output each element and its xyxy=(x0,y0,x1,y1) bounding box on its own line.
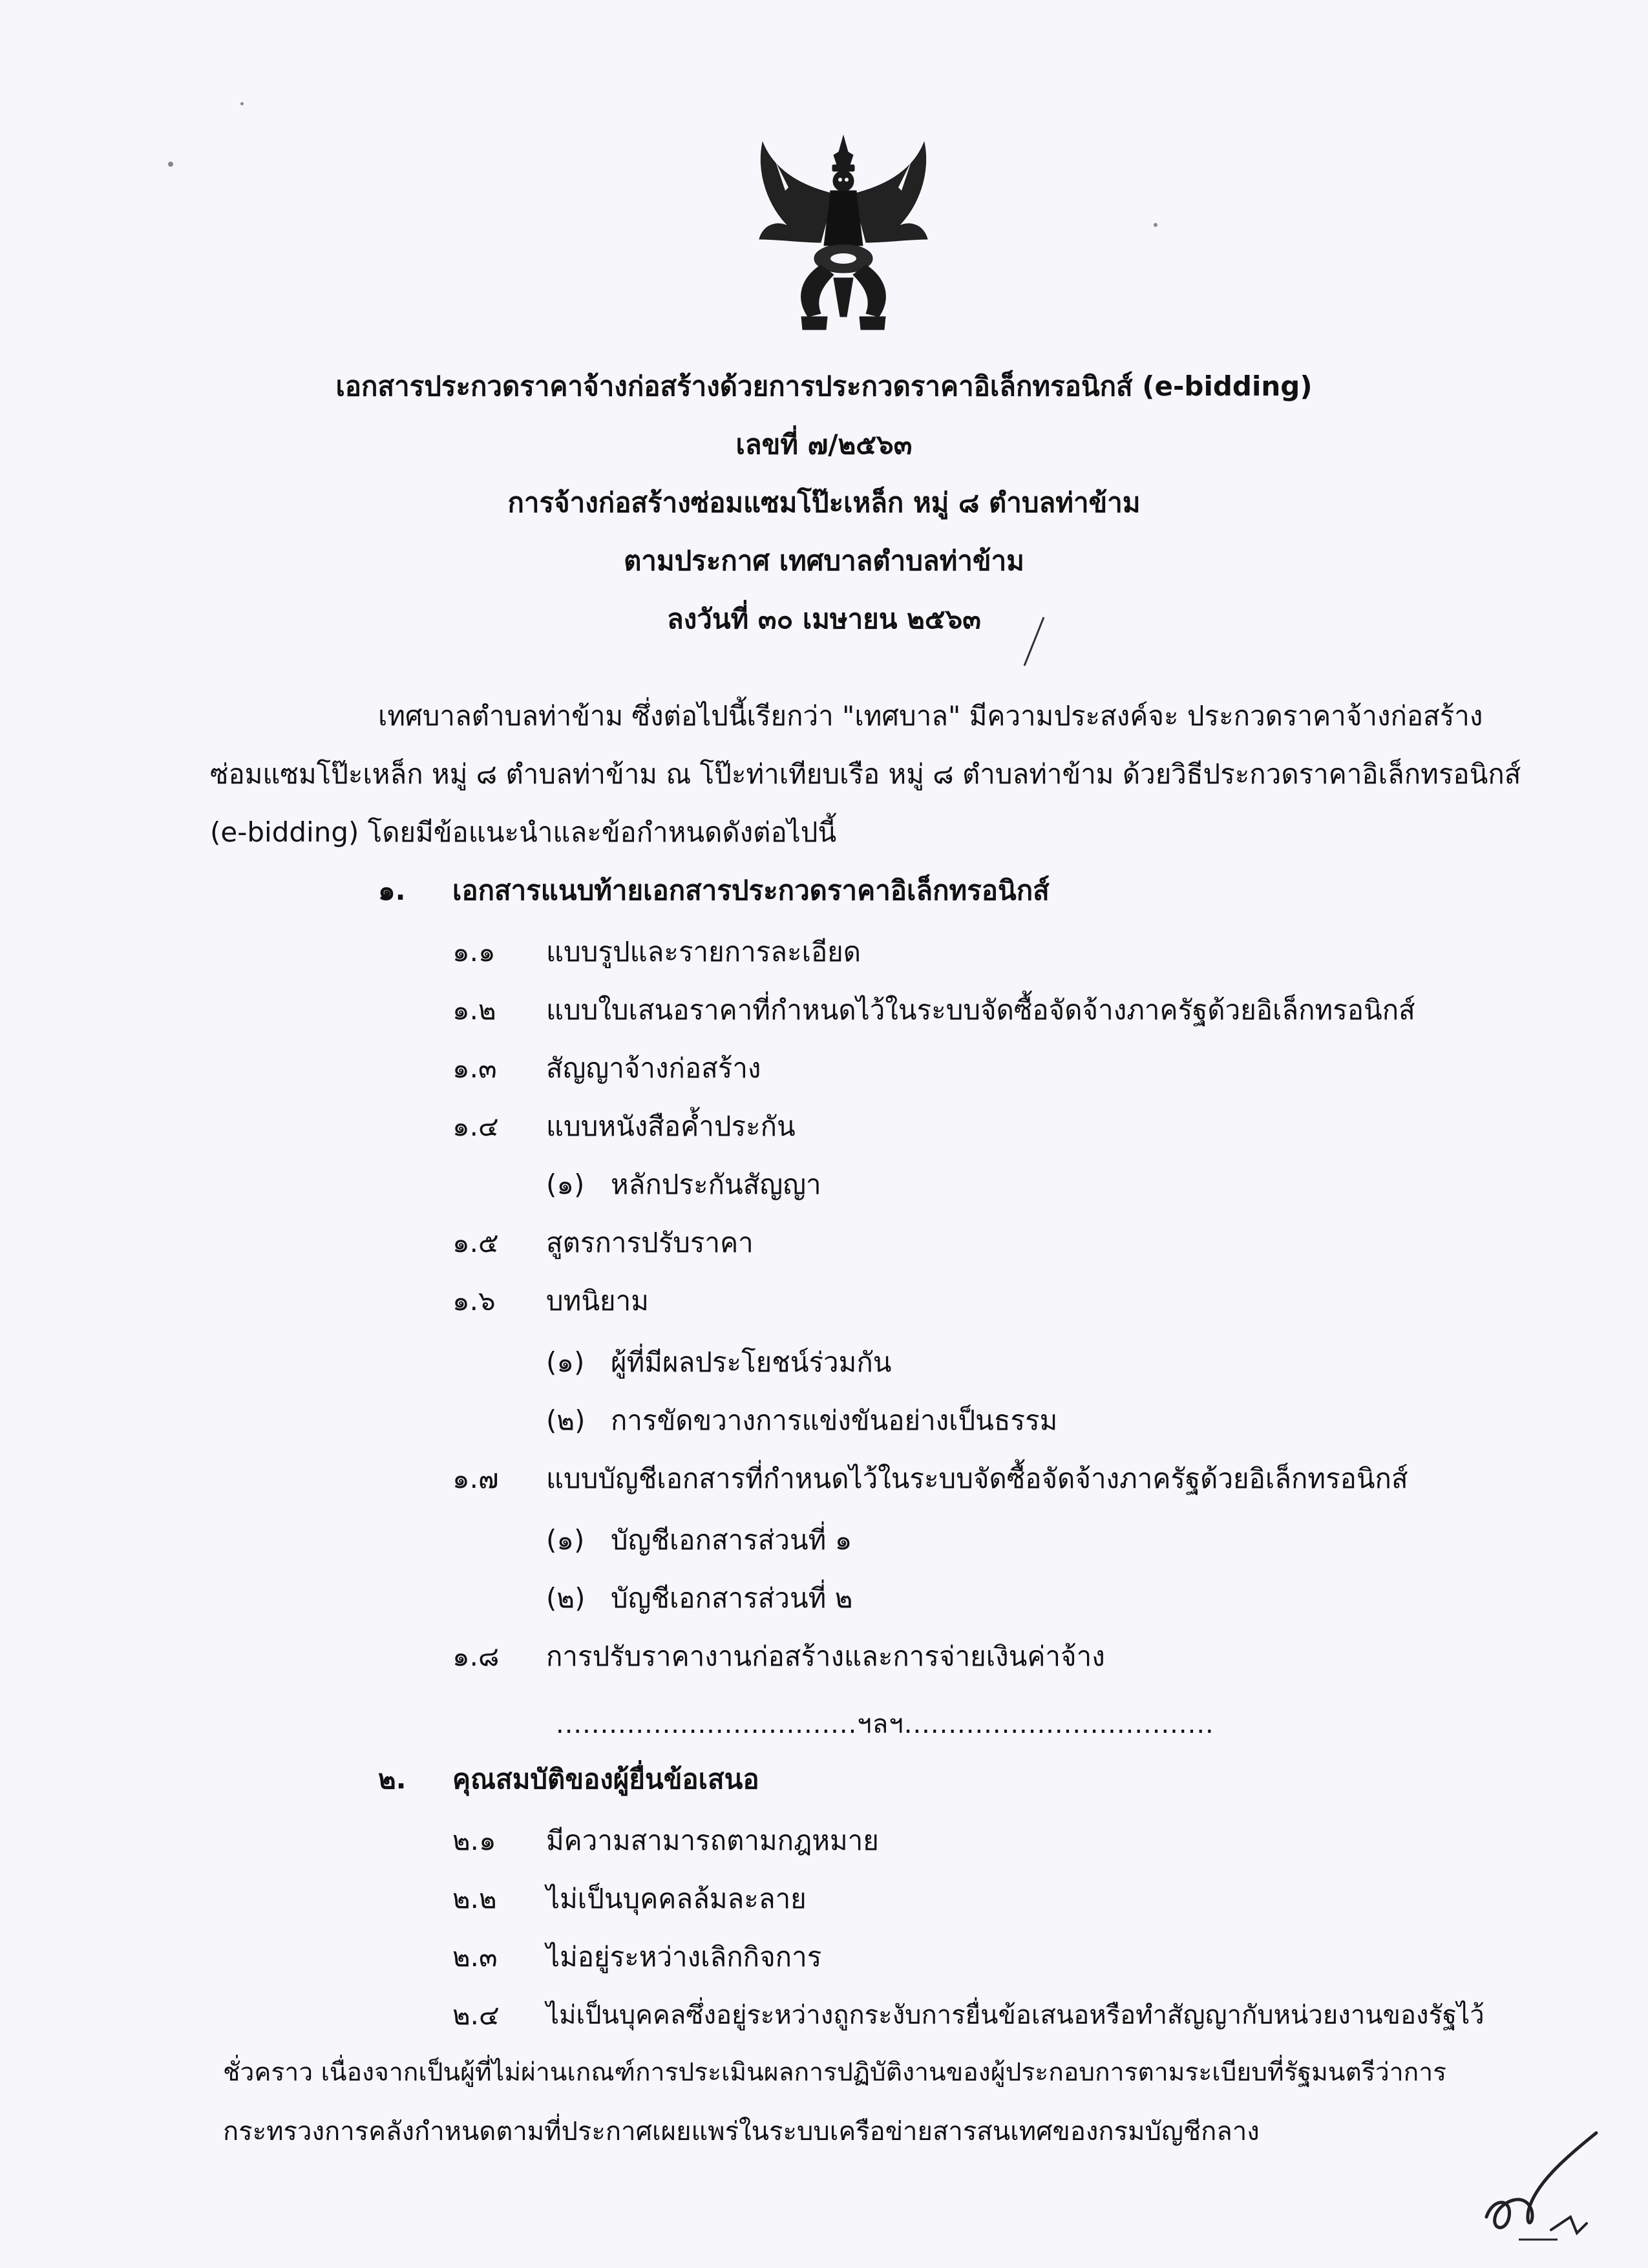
list-item-number: ๑.๒ xyxy=(452,994,496,1026)
list-item-text: แบบรูปและรายการละเอียด xyxy=(546,936,861,968)
announcement-line: ตามประกาศ เทศบาลตำบลท่าข้าม xyxy=(624,545,1024,577)
list-item-number: ๑.๓ xyxy=(452,1052,497,1084)
document-title: เอกสารประกวดราคาจ้างก่อสร้างด้วยการประกวดราคาอิเล็กทรอนิกส์ (e-bidding) xyxy=(335,370,1313,402)
list-item-number: ๒.๓ xyxy=(452,1941,498,1973)
list-item-text: แบบหนังสือค้ำประกัน xyxy=(546,1110,796,1142)
scan-speck xyxy=(240,102,244,105)
project-name: การจ้างก่อสร้างซ่อมแซมโป๊ะเหล็ก หมู่ ๘ ตำบลท่าข้าม xyxy=(507,487,1141,518)
list-item-text: แบบใบเสนอราคาที่กำหนดไว้ในระบบจัดซื้อจัดจ้างภาครัฐด้วยอิเล็กทรอนิกส์ xyxy=(546,994,1415,1026)
item-2-4-continuation-line-1: ชั่วคราว เนื่องจากเป็นผู้ที่ไม่ผ่านเกณฑ์การประเมินผลการปฏิบัติงานของผู้ประกอบการตามระเบียบที่รัฐมนตรีว่าการ xyxy=(223,2058,1447,2087)
sub-item-number: (๑) xyxy=(546,1524,585,1556)
section-2-title: คุณสมบัติของผู้ยื่นข้อเสนอ xyxy=(452,1763,759,1795)
list-item-number: ๑.๗ xyxy=(452,1463,499,1494)
sub-item-number: (๑) xyxy=(546,1169,585,1200)
handwritten-signature xyxy=(1474,2120,1622,2249)
section-2-number: ๒. xyxy=(378,1763,407,1795)
section-1-title: เอกสารแนบท้ายเอกสารประกวดราคาอิเล็กทรอนิกส์ xyxy=(452,874,1050,906)
garuda-emblem-icon xyxy=(750,129,937,343)
scan-speck xyxy=(168,162,173,167)
sub-item-text: บัญชีเอกสารส่วนที่ ๑ xyxy=(611,1524,852,1556)
list-item-number: ๑.๔ xyxy=(452,1110,499,1142)
sub-item-text: ผู้ที่มีผลประโยชน์ร่วมกัน xyxy=(611,1346,892,1378)
sub-item-text: หลักประกันสัญญา xyxy=(611,1169,821,1200)
sub-item-text: บัญชีเอกสารส่วนที่ ๒ xyxy=(611,1582,853,1614)
sub-item-number: (๑) xyxy=(546,1346,585,1378)
list-item-number: ๑.๑ xyxy=(452,936,496,968)
list-item-number: ๒.๑ xyxy=(452,1825,496,1856)
item-2-4-continuation-line-2: กระทรวงการคลังกำหนดตามที่ประกาศเผยแพร่ในระบบเครือข่ายสารสนเทศของกรมบัญชีกลาง xyxy=(223,2117,1260,2146)
list-item-text: ไม่เป็นบุคคลล้มละลาย xyxy=(546,1883,807,1914)
list-item-text: ไม่เป็นบุคคลซึ่งอยู่ระหว่างถูกระงับการยื่นข้อเสนอหรือทำสัญญากับหน่วยงานของรัฐไว้ xyxy=(546,2000,1484,2030)
list-item-text: บทนิยาม xyxy=(546,1285,649,1317)
intro-line-2: ซ่อมแซมโป๊ะเหล็ก หมู่ ๘ ตำบลท่าข้าม ณ โป๊ะท่าเทียบเรือ หมู่ ๘ ตำบลท่าข้าม ด้วยวิธีประกวดราคาอิเล็กทรอนิกส์ xyxy=(210,758,1521,790)
list-item-number: ๒.๒ xyxy=(452,1883,497,1914)
list-item-number: ๑.๖ xyxy=(452,1285,496,1317)
sub-item-text: การขัดขวางการแข่งขันอย่างเป็นธรรม xyxy=(611,1404,1058,1436)
sub-item-number: (๒) xyxy=(546,1582,586,1614)
list-item-text: ไม่อยู่ระหว่างเลิกกิจการ xyxy=(546,1941,822,1973)
date-line: ลงวันที่ ๓๐ เมษายน ๒๕๖๓ xyxy=(667,603,981,635)
section-1-number: ๑. xyxy=(378,874,406,906)
document-number: เลขที่ ๗/๒๕๖๓ xyxy=(735,429,913,460)
list-item-number: ๑.๕ xyxy=(452,1227,499,1258)
list-item-number: ๑.๘ xyxy=(452,1640,500,1672)
list-item-number: ๒.๔ xyxy=(452,1999,500,2031)
intro-line-3: (e-bidding) โดยมีข้อแนะนำและข้อกำหนดดังต่อไปนี้ xyxy=(210,816,837,848)
intro-line-1: เทศบาลตำบลท่าข้าม ซึ่งต่อไปนี้เรียกว่า "เทศบาล" มีความประสงค์จะ ประกวดราคาจ้างก่อสร้าง xyxy=(378,700,1483,732)
continuation-marker: ..................................ฯลฯ................................... xyxy=(556,1710,1214,1739)
list-item-text: การปรับราคางานก่อสร้างและการจ่ายเงินค่าจ้าง xyxy=(546,1640,1105,1672)
list-item-text: สัญญาจ้างก่อสร้าง xyxy=(546,1052,761,1084)
list-item-text: แบบบัญชีเอกสารที่กำหนดไว้ในระบบจัดซื้อจัดจ้างภาครัฐด้วยอิเล็กทรอนิกส์ xyxy=(546,1463,1408,1494)
sub-item-number: (๒) xyxy=(546,1404,586,1436)
list-item-text: มีความสามารถตามกฎหมาย xyxy=(546,1825,879,1856)
list-item-text: สูตรการปรับราคา xyxy=(546,1227,754,1258)
handwritten-slash-mark xyxy=(1015,614,1053,672)
scan-speck xyxy=(1154,223,1157,227)
